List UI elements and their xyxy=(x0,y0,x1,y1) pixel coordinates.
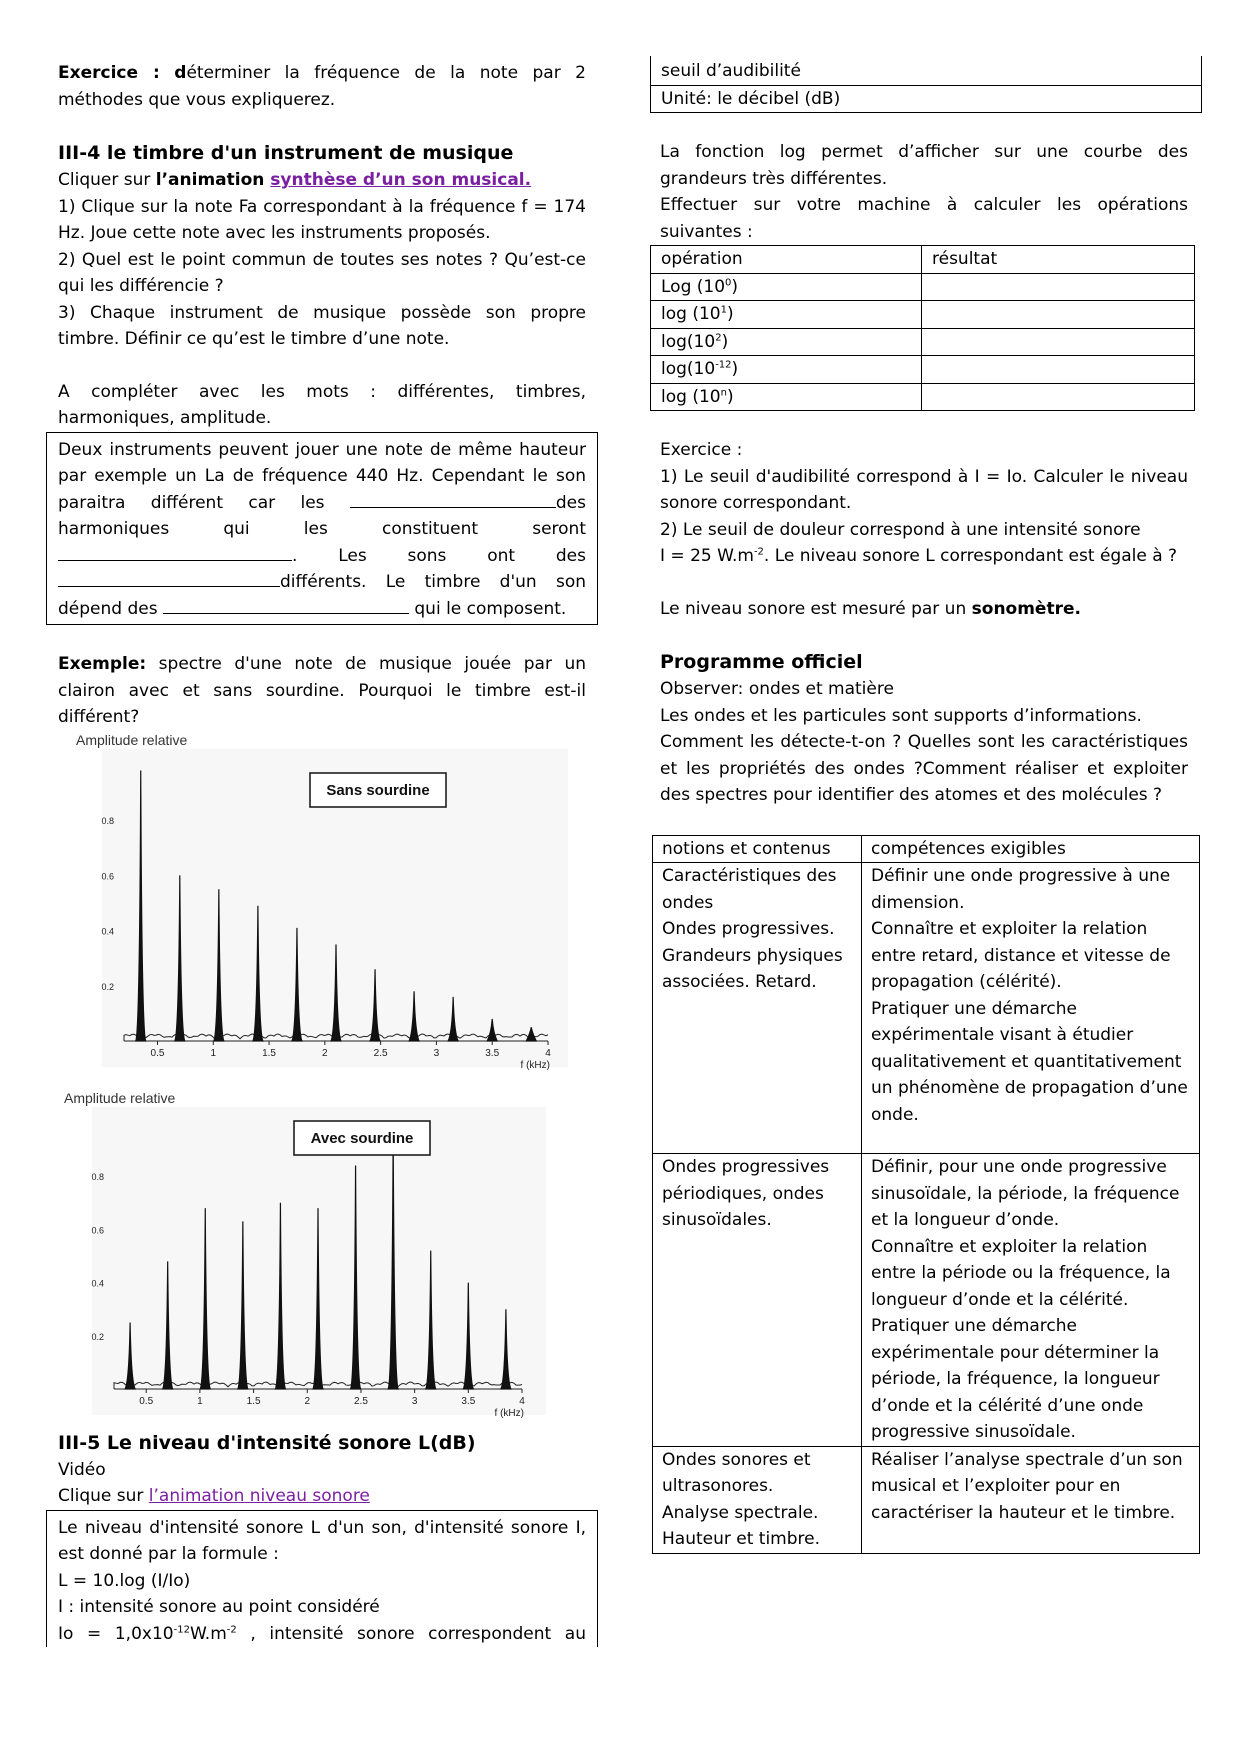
programme-line-1: Observer: ondes et matière xyxy=(660,679,894,699)
x-tick-label: 2.5 xyxy=(353,1395,368,1407)
section-niveau-title: III-5 Le niveau d'intensité sonore L(dB) xyxy=(58,1431,476,1454)
example-label: Exemple: xyxy=(58,654,147,674)
sonometre-line: Le niveau sonore est mesuré par un sonomètre. xyxy=(660,598,1081,619)
y-tick-label: 0.2 xyxy=(91,1331,104,1342)
io-part-b: W.m xyxy=(189,1623,227,1644)
competences-cell: Définir, pour une onde progressive sinusoïdale, la période, la fréquence et la longueur d’onde. Connaître et exploiter la relation entre la période ou la fréquence, la longueur d’onde et la célérité. Pratiquer une démarche expérimentale pour déterminer la période, la fréquence, la longueur d’onde et la célérité d’une onde progressive sinusoïdale. xyxy=(862,1154,1200,1447)
niveau-sonore-link[interactable]: l’animation niveau sonore xyxy=(148,1486,370,1506)
formula: L = 10.log (I/Io) xyxy=(58,1570,191,1591)
exercise-2-q2b: I = 25 $W.m^{-2}$. Le niveau sonore L correspondant est égale à ? xyxy=(660,546,1178,566)
timbre-intro-bold: l’animation xyxy=(155,170,271,190)
synthese-son-musical-link[interactable]: synthèse d’un son musical. xyxy=(270,170,532,190)
formula-intro: Le niveau d'intensité sonore L d'un son, d'intensité sonore I, est donné par la formule : xyxy=(58,1517,586,1564)
table-row xyxy=(653,1154,1200,1447)
y-tick-label: 0.2 xyxy=(101,981,114,992)
exercise-2-label: Exercice : xyxy=(660,440,743,460)
niveau-click xyxy=(58,1483,586,1510)
x-tick-label: 4 xyxy=(545,1047,551,1059)
fill-text-4: différents. Le timbre d'un son dépend des xyxy=(58,572,586,619)
x-tick-label: 1.5 xyxy=(262,1047,277,1059)
exercise-1 xyxy=(58,60,586,113)
fill-text-2: des harmoniques qui les constituent seront xyxy=(58,492,586,539)
x-tick-label: 1 xyxy=(210,1047,217,1059)
notions-cell: Ondes progressives périodiques, ondes sinusoïdales. xyxy=(653,1154,862,1447)
spectrum-sans-sourdine xyxy=(70,735,586,1083)
table-row xyxy=(653,1446,1200,1553)
io-exp-2: -2 xyxy=(226,1623,237,1635)
exercise-2-q1: 1) Le seuil d'audibilité correspond à I = Io. Calculer le niveau sonore correspondant. xyxy=(660,466,1188,513)
header-notions: notions et contenus xyxy=(653,835,862,863)
fill-text-3: . Les sons ont des xyxy=(292,545,586,566)
exercise-1-first-letter: d xyxy=(174,63,187,83)
fill-blank-2[interactable] xyxy=(58,544,292,561)
table-row: Log $(10^0)$ xyxy=(651,273,1195,301)
section-timbre-title: III-4 le timbre d'un instrument de musique xyxy=(58,142,514,164)
y-tick-label: 0.8 xyxy=(91,1171,104,1182)
timbre-intro-prefix: Cliquer sur xyxy=(58,170,156,190)
log-header-operation: opération xyxy=(651,246,922,274)
spectrum-avec-sourdine xyxy=(58,1093,586,1431)
table-row: $\log (10^1)$ xyxy=(651,301,1195,329)
exercise-1-label: Exercice : xyxy=(58,63,160,83)
result-cell[interactable] xyxy=(922,328,1195,356)
log-paragraph-1: La fonction log permet d’afficher sur une courbe des grandeurs très différentes. xyxy=(660,142,1188,189)
x-axis-label: f (kHz) xyxy=(494,1407,524,1419)
spectrum-chart-sans-sourdine xyxy=(70,735,570,1083)
x-tick-label: 0.5 xyxy=(139,1395,154,1407)
fill-text-5: qui le composent. xyxy=(408,598,567,619)
fill-blank-1[interactable] xyxy=(350,491,556,508)
y-axis-label: Amplitude relative xyxy=(64,1092,176,1106)
timbre-intro xyxy=(58,167,586,194)
complete-prompt: A compléter avec les mots : différentes, timbres, harmoniques, amplitude. xyxy=(58,381,586,428)
timbre-question-3: 3) Chaque instrument de musique possède son propre timbre. Définir ce qu’est le timbre d’une note. xyxy=(58,302,586,349)
log-header-resultat: résultat xyxy=(922,246,1195,274)
y-tick-label: 0.4 xyxy=(101,926,114,937)
result-cell[interactable] xyxy=(922,301,1195,329)
log-table xyxy=(650,245,1195,411)
header-competences: compétences exigibles xyxy=(862,835,1200,863)
example-paragraph xyxy=(58,651,586,731)
left-column xyxy=(58,60,586,1647)
niveau-click-prefix: Clique sur xyxy=(58,1486,149,1506)
exercise-2-q2a: 2) Le seuil de douleur correspond à une intensité sonore xyxy=(660,519,1141,540)
io-part-a: Io = 1,0x10 xyxy=(58,1623,174,1644)
x-tick-label: 3.5 xyxy=(485,1047,500,1059)
y-axis-label: Amplitude relative xyxy=(76,734,188,748)
result-cell[interactable] xyxy=(922,383,1195,411)
spectrum-chart-avec-sourdine xyxy=(58,1093,548,1431)
io-part-c: , intensité sonore correspondent au xyxy=(236,1623,586,1644)
competences-cell: Réaliser l’analyse spectrale d’un son musical et l’exploiter pour en caractériser la hauteur et le timbre. xyxy=(862,1446,1200,1553)
y-tick-label: 0.4 xyxy=(91,1278,104,1289)
fill-blank-3[interactable] xyxy=(58,570,280,587)
notions-cell: Ondes sonores et ultrasonores. Analyse spectrale. Hauteur et timbre. xyxy=(653,1446,862,1553)
fill-text-1: Deux instruments peuvent jouer une note de même hauteur par exemple un La de fréquence 440 Hz. Cependant le son paraitra différent car les xyxy=(58,439,586,513)
x-tick-label: 0.5 xyxy=(150,1047,165,1059)
log-table-header xyxy=(651,246,1195,274)
chart-title: Avec sourdine xyxy=(310,1129,414,1147)
x-tick-label: 3.5 xyxy=(461,1395,476,1407)
seuil-audibilite: seuil d’audibilité xyxy=(661,61,801,81)
programme-table xyxy=(652,835,1200,1554)
io-exp-1: -12 xyxy=(173,1623,190,1635)
chart-title: Sans sourdine xyxy=(326,781,430,799)
formula-box xyxy=(46,1510,598,1648)
x-tick-label: 3 xyxy=(411,1395,418,1407)
table-row: $\log(10^2)$ xyxy=(651,328,1195,356)
x-tick-label: 2 xyxy=(322,1047,328,1059)
fill-blank-4[interactable] xyxy=(163,597,409,614)
formula-def-io xyxy=(58,1621,586,1648)
programme-line-3: Comment les détecte-t-on ? Quelles sont les caractéristiques et les propriétés des ondes ?Comment réaliser et exploiter des spectres pour identifier des atomes et des molécules ? xyxy=(660,732,1188,805)
competences-cell: Définir une onde progressive à une dimension. Connaître et exploiter la relation entre retard, distance et vitesse de propagation (célérité). Pratiquer une démarche expérimentale visant à étudier qualitativement et quantitativement un phénomène de propagation d’une onde. xyxy=(862,863,1200,1154)
table-row: $\log(10^{-12})$ xyxy=(651,356,1195,384)
y-tick-label: 0.8 xyxy=(101,815,114,826)
unite-decibel: Unité: le décibel (dB) xyxy=(651,85,1201,113)
x-tick-label: 2.5 xyxy=(373,1047,388,1059)
formula-box-continued xyxy=(650,56,1202,113)
y-tick-label: 0.6 xyxy=(91,1224,104,1235)
video-label: Vidéo xyxy=(58,1459,106,1480)
programme-title: Programme officiel xyxy=(660,651,863,673)
x-tick-label: 1 xyxy=(197,1395,203,1407)
sonometre-bold: sonomètre. xyxy=(971,598,1081,619)
result-cell[interactable] xyxy=(922,356,1195,384)
table-row: log (10$^n$) xyxy=(651,383,1195,411)
x-tick-label: 3 xyxy=(433,1047,440,1059)
result-cell[interactable] xyxy=(922,273,1195,301)
table-row xyxy=(653,863,1200,1154)
example-text: spectre d'une note de musique jouée par un clairon avec et sans sourdine. Pourquoi le timbre est-il différent? xyxy=(58,654,586,727)
fill-in-box xyxy=(46,432,598,626)
exercise-2 xyxy=(650,437,1198,809)
y-tick-label: 0.6 xyxy=(101,870,114,881)
timbre-question-2: 2) Quel est le point commun de toutes ses notes ? Qu’est-ce qui les différencie ? xyxy=(58,249,586,296)
right-column xyxy=(650,56,1198,1554)
programme-line-2: Les ondes et les particules sont supports d’informations. xyxy=(660,705,1142,726)
x-tick-label: 2 xyxy=(304,1395,311,1407)
programme-table-header xyxy=(653,835,1200,863)
notions-cell: Caractéristiques des ondes Ondes progressives. Grandeurs physiques associées. Retard. xyxy=(653,863,862,1154)
formula-def-i: I : intensité sonore au point considéré xyxy=(58,1597,380,1617)
x-tick-label: 4 xyxy=(519,1395,525,1407)
x-axis-label: f (kHz) xyxy=(520,1059,550,1071)
x-tick-label: 1.5 xyxy=(246,1395,261,1407)
timbre-question-1: 1) Clique sur la note Fa correspondant à la fréquence f = 174 Hz. Joue cette note avec les instruments proposés. xyxy=(58,196,586,243)
exercise-1-text: éterminer la fréquence de la note par 2 méthodes que vous expliquerez. xyxy=(58,63,586,110)
log-section xyxy=(650,139,1198,245)
log-paragraph-2: Effectuer sur votre machine à calculer les opérations suivantes : xyxy=(660,195,1188,242)
